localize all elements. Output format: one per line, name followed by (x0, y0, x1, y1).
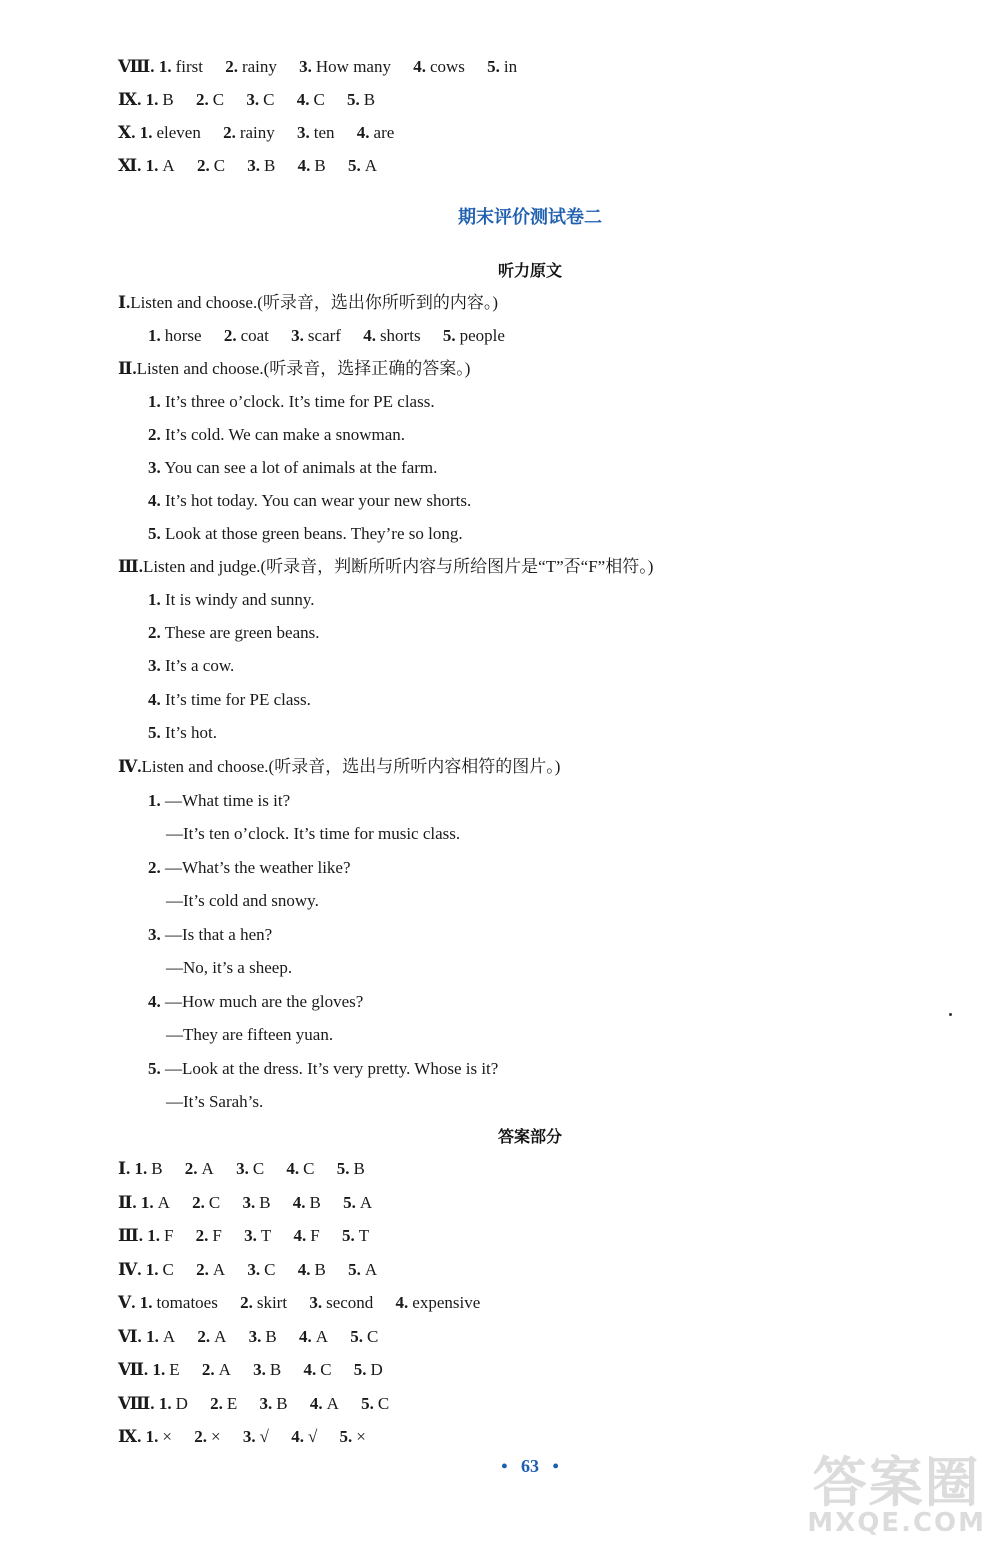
answer-item: 5. × (339, 1427, 366, 1446)
section-title: 期末评价测试卷二 (458, 207, 602, 228)
answer-item: 3. B (242, 1193, 271, 1212)
answer-item: 4. B (297, 1260, 326, 1279)
answer-item: 5. A (348, 1260, 378, 1279)
listening-item: 4. shorts (363, 326, 421, 345)
answer-item: 1. F (147, 1226, 174, 1245)
top-answer-row-8 (118, 52, 535, 82)
answer-item: 4. expensive (395, 1293, 481, 1312)
answer-row (118, 1288, 498, 1318)
watermark-top-text: 答案圈 (812, 1451, 981, 1514)
answers-title: 答案部分 (497, 1127, 562, 1146)
listening-line: 3. You can see a lot of animals at the farm. (148, 458, 438, 477)
answer-item: 2. A (201, 1360, 231, 1379)
answer-item: 4. √ (291, 1427, 318, 1446)
answer-item: 2. × (194, 1427, 221, 1446)
dialog-answer: —No, it’s a sheep. (166, 958, 293, 977)
roman-numeral: Ⅲ. (118, 557, 143, 576)
answer-row (118, 1422, 384, 1452)
answer-item: 2. E (210, 1394, 238, 1413)
listening-line: 5. It’s hot. (148, 723, 217, 742)
answer-item: 2. C (196, 90, 225, 109)
listening-item: 1. horse (148, 326, 202, 345)
answer-item: 1. B (134, 1159, 163, 1178)
answer-row (118, 1322, 396, 1352)
answer-item: 5. A (347, 156, 378, 175)
roman-numeral: Ⅷ. (118, 1394, 155, 1413)
listening-line: 1. It’s three o’clock. It’s time for PE class. (148, 392, 435, 411)
roman-numeral: Ⅸ. (118, 1427, 142, 1446)
roman-numeral: Ⅶ. (118, 1360, 149, 1379)
dialog-answer: —It’s ten o’clock. It’s time for music class. (166, 824, 461, 843)
answer-item: 2. skirt (240, 1293, 288, 1312)
answer-item: 1. A (140, 1193, 170, 1212)
listening-line: 2. These are green beans. (148, 623, 320, 642)
answer-item: 1. E (152, 1360, 180, 1379)
answer-item: 3. √ (242, 1427, 269, 1446)
answer-item: 5. B (336, 1159, 365, 1178)
answer-item: 1. first (158, 57, 203, 76)
answer-item: 4. A (309, 1394, 339, 1413)
roman-numeral: Ⅹ. (118, 123, 136, 142)
section-heading-text: Listen and choose.(听录音，选出你所听到的内容。) (130, 293, 499, 312)
watermark-logo (807, 1451, 986, 1538)
answer-item: 1. A (145, 156, 175, 175)
answer-item: 4. C (303, 1360, 332, 1379)
answer-item: 3. B (253, 1360, 282, 1379)
listening-section-1-items (148, 321, 523, 351)
answer-item: 5. in (487, 57, 518, 76)
answer-item: 4. B (292, 1193, 321, 1212)
page-bullet-left: • (501, 1456, 508, 1476)
listening-line: 4. It’s time for PE class. (148, 690, 311, 709)
answer-item: 3. C (246, 90, 275, 109)
answer-item: 5. B (347, 90, 376, 109)
answer-row (118, 1389, 407, 1419)
roman-numeral: Ⅷ. (118, 57, 155, 76)
answer-row (118, 1154, 383, 1184)
listening-line: 1. It is windy and sunny. (148, 590, 315, 609)
answer-item: 1. B (145, 90, 174, 109)
page-bullet-right: • (552, 1456, 559, 1476)
listening-line: 4. It’s hot today. You can wear your new shorts. (148, 491, 472, 510)
answer-item: 2. C (192, 1193, 221, 1212)
answer-item: 3. C (247, 1260, 276, 1279)
answer-item: 1. tomatoes (139, 1293, 218, 1312)
roman-numeral: Ⅲ. (118, 1226, 143, 1245)
roman-numeral: Ⅺ. (118, 156, 142, 175)
answer-item: 4. C (296, 90, 325, 109)
roman-numeral: Ⅰ. (118, 1159, 131, 1178)
roman-numeral: Ⅳ. (118, 757, 142, 776)
answer-item: 3. T (244, 1226, 272, 1245)
top-answer-row-10 (118, 118, 412, 148)
listening-item: 2. coat (223, 326, 269, 345)
answer-item: 4. are (356, 123, 395, 142)
answer-item: 5. C (361, 1394, 390, 1413)
answer-item: 3. How many (299, 57, 391, 76)
dialog-question: 1. —What time is it? (148, 791, 291, 810)
roman-numeral: Ⅰ. (118, 293, 131, 312)
answer-row (118, 1355, 401, 1385)
answer-item: 2. rainy (223, 123, 275, 142)
listening-line: 5. Look at those green beans. They’re so long. (148, 524, 463, 543)
roman-numeral: Ⅱ. (118, 359, 137, 378)
roman-numeral: Ⅴ. (118, 1293, 136, 1312)
page-number-text: 63 (521, 1456, 539, 1476)
scan-speck (949, 1013, 952, 1016)
listening-section-1-heading (118, 288, 498, 318)
listening-item: 5. people (442, 326, 505, 345)
section-heading-text: Listen and choose.(听录音，选出与所听内容相符的图片。) (141, 757, 561, 776)
answer-item: 5. C (350, 1327, 379, 1346)
answer-item: 5. D (353, 1360, 383, 1379)
roman-numeral: Ⅱ. (118, 1193, 137, 1212)
answer-item: 3. B (259, 1394, 288, 1413)
dialog-question: 5. —Look at the dress. It’s very pretty. Whose is it? (148, 1059, 499, 1078)
answer-item: 3. ten (297, 123, 335, 142)
dialog-question: 2. —What’s the weather like? (148, 858, 351, 877)
answer-item: 2. A (184, 1159, 214, 1178)
top-answer-row-9 (118, 85, 393, 115)
dialog-question: 4. —How much are the gloves? (148, 992, 364, 1011)
listening-title: 听力原文 (497, 261, 562, 280)
answer-item: 4. F (293, 1226, 320, 1245)
answer-item: 3. C (236, 1159, 265, 1178)
answer-item: 3. second (309, 1293, 374, 1312)
answer-item: 1. A (146, 1327, 176, 1346)
answer-item: 2. C (196, 156, 226, 175)
answer-item: 4. A (298, 1327, 328, 1346)
section-heading-text: Listen and judge.(听录音，判断所听内容与所给图片是“T”否“F”相符。) (142, 557, 654, 576)
watermark-bottom-text: MXQE.COM (807, 1508, 986, 1538)
answer-item: 5. T (342, 1226, 370, 1245)
answer-item: 2. A (196, 1260, 226, 1279)
answer-item: 1. × (145, 1427, 172, 1446)
roman-numeral: Ⅳ. (118, 1260, 142, 1279)
roman-numeral: Ⅸ. (118, 90, 142, 109)
answer-item: 1. C (145, 1260, 174, 1279)
answer-item: 2. F (195, 1226, 222, 1245)
listening-line: 3. It’s a cow. (148, 656, 235, 675)
listening-section-4-heading (118, 752, 560, 782)
section-heading-text: Listen and choose.(听录音，选择正确的答案。) (136, 359, 471, 378)
answer-item: 4. cows (413, 57, 465, 76)
answer-item: 2. rainy (225, 57, 277, 76)
dialog-answer: —It’s cold and snowy. (166, 891, 319, 910)
answer-item: 4. B (297, 156, 326, 175)
listening-section-2-heading (118, 354, 470, 384)
answer-row (118, 1188, 390, 1218)
answer-item: 5. A (343, 1193, 373, 1212)
answer-row (118, 1255, 395, 1285)
answer-item: 1. eleven (139, 123, 201, 142)
answer-item: 3. B (247, 156, 276, 175)
answer-row (118, 1221, 387, 1251)
listening-section-3-heading (118, 552, 653, 582)
answer-item: 1. D (158, 1394, 188, 1413)
answer-item: 2. A (197, 1327, 227, 1346)
listening-item: 3. scarf (291, 326, 341, 345)
top-answer-row-11 (118, 151, 395, 181)
answer-item: 4. C (286, 1159, 315, 1178)
answer-item: 3. B (248, 1327, 277, 1346)
dialog-answer: —They are fifteen yuan. (166, 1025, 334, 1044)
roman-numeral: Ⅵ. (118, 1327, 142, 1346)
dialog-question: 3. —Is that a hen? (148, 925, 273, 944)
dialog-answer: —It’s Sarah’s. (166, 1092, 264, 1111)
listening-line: 2. It’s cold. We can make a snowman. (148, 425, 406, 444)
